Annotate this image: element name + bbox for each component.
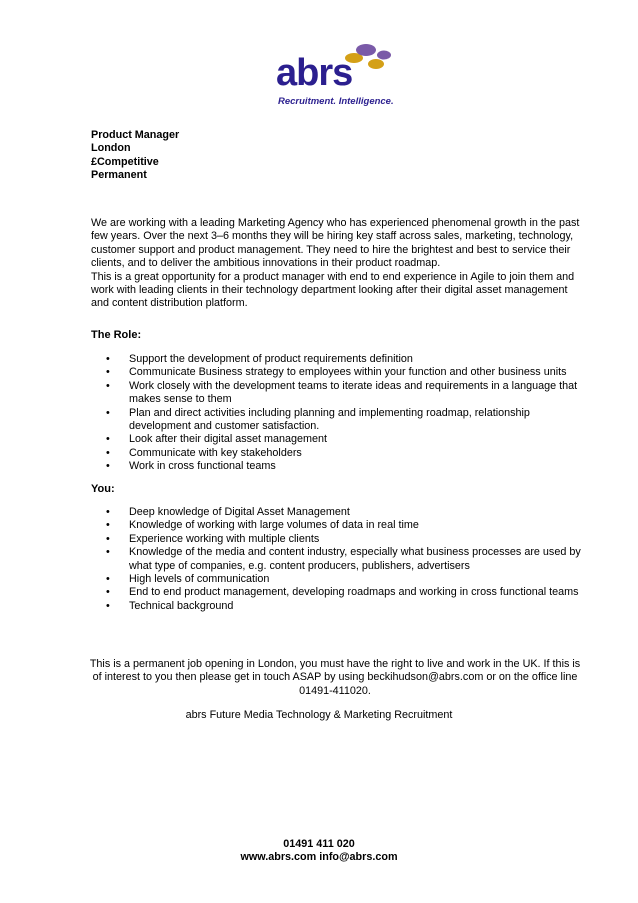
list-item: • High levels of communication — [91, 573, 581, 586]
list-item: • Deep knowledge of Digital Asset Management — [91, 506, 581, 519]
footer-contact — [0, 838, 638, 865]
list-item: • Knowledge of the media and content industry, especially what business processes are used by what type of companies, e.g. content producers, publishers, advertisers — [91, 546, 581, 573]
intro-section — [91, 217, 581, 311]
footer-phone: 01491 411 020 — [283, 838, 355, 850]
job-details — [91, 129, 581, 182]
job-location: London — [91, 142, 131, 155]
footer-web-email: www.abrs.com info@abrs.com — [240, 851, 398, 864]
logo-wordmark: abrs — [276, 52, 353, 94]
job-salary: £Competitive — [91, 155, 159, 168]
list-item: • Work closely with the development teams to iterate ideas and requirements in a language that makes sense to them — [91, 380, 581, 407]
role-list — [91, 353, 581, 474]
list-item: • Communicate with key stakeholders — [91, 447, 581, 460]
job-type: Permanent — [91, 168, 147, 181]
list-item: • Work in cross functional teams — [91, 460, 581, 473]
logo-tagline: Recruitment. Intelligence. — [278, 96, 394, 107]
role-heading: The Role: — [91, 329, 142, 341]
list-item: • Experience working with multiple clients — [91, 533, 581, 546]
you-list — [91, 506, 581, 613]
list-item: • End to end product management, developing roadmaps and working in cross functional teams — [91, 586, 581, 599]
list-item: • Knowledge of working with large volumes of data in real time — [91, 519, 581, 532]
abrs-logo — [270, 38, 400, 110]
intro-paragraph: We are working with a leading Marketing Agency who has experienced phenomenal growth in the past few years. Over the next 3–6 months they will be hiring key staff across sales, marketing, technology, customer support and product management. They need to hire the brightest and best to service their clients, and to deliver the ambitious innovations in their product roadmap. — [91, 217, 580, 270]
signature-line: abrs Future Media Technology & Marketing Recruitment — [185, 709, 453, 721]
list-item: • Communicate Business strategy to employees within your function and other business units — [91, 366, 581, 379]
list-item: • Look after their digital asset management — [91, 433, 581, 446]
list-item: • Support the development of product requirements definition — [91, 353, 581, 366]
list-item: • Plan and direct activities including planning and implementing roadmap, relationship development and customer satisfaction. — [91, 407, 581, 434]
list-item: • Technical background — [91, 600, 581, 613]
job-title: Product Manager — [91, 129, 180, 141]
closing-paragraph: This is a permanent job opening in London, you must have the right to live and work in the UK. If this is of interest to you then please get in touch ASAP by using beckihudson@abrs.com or on the office line 01491-411020. — [89, 658, 581, 697]
you-heading: You: — [91, 483, 115, 495]
intro-paragraph: This is a great opportunity for a product manager with end to end experience in Agile to join them and work with leading clients in their technology department looking after their digital asset management and content distribution platform. — [91, 270, 575, 310]
